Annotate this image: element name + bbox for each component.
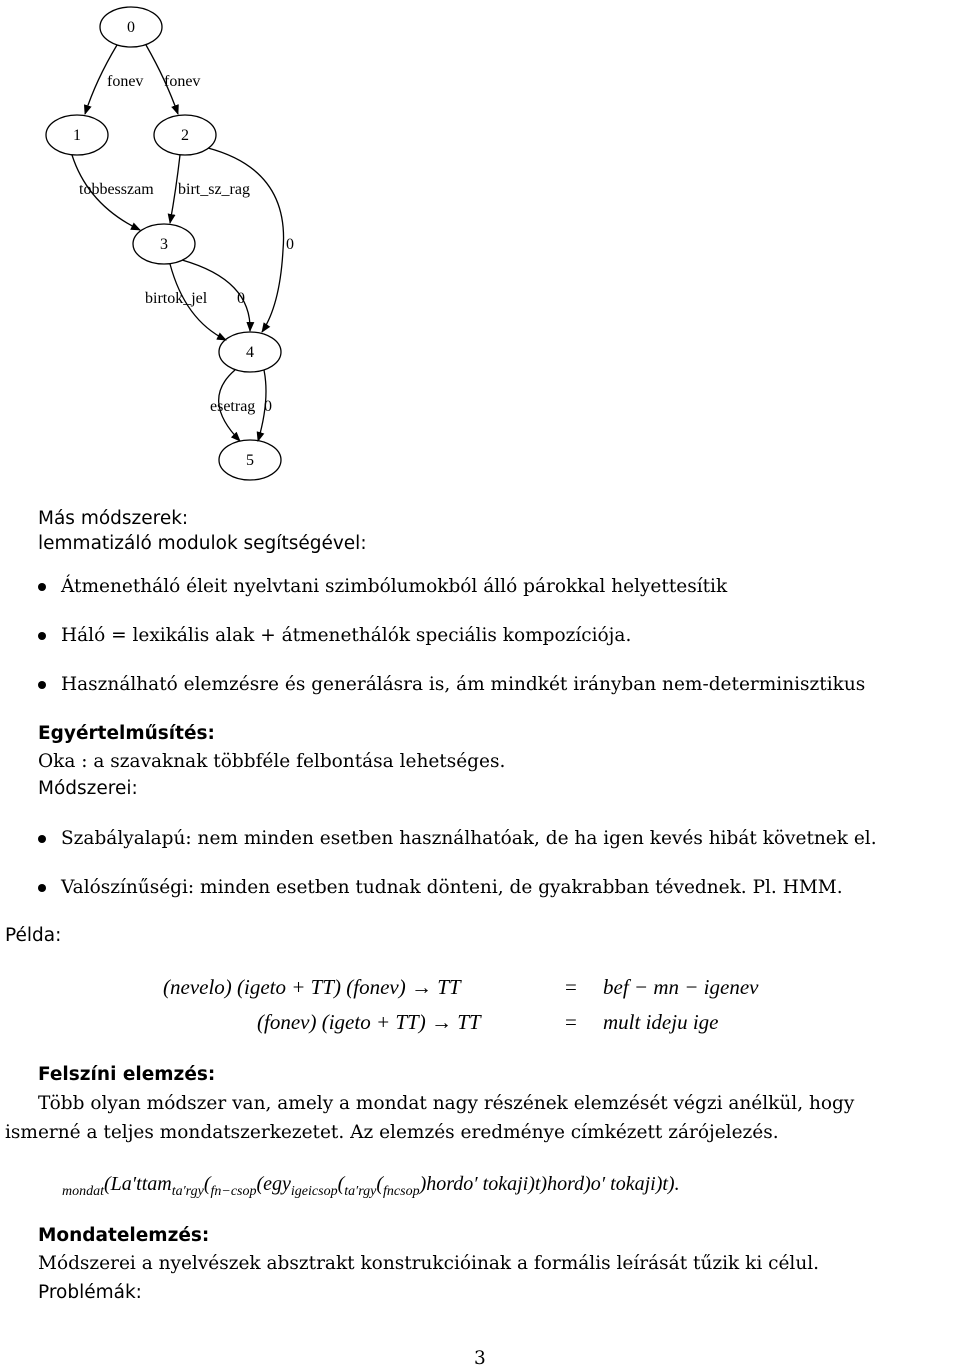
bracket-part: ( — [203, 1173, 211, 1195]
mas-modszerek-heading: Más módszerek: — [38, 508, 189, 529]
bracket-sub: ta′rgy — [171, 1184, 204, 1199]
graph-node-label: 3 — [160, 236, 168, 253]
pelda-label: Példa: — [5, 925, 62, 946]
graph-node-label: 0 — [127, 19, 135, 36]
problemak-label: Problémák: — [38, 1282, 142, 1303]
equation-2-equals: = — [565, 1010, 577, 1034]
bullet-item: Szabályalapú: nem minden esetben használhatóak, de ha igen kevés hibát követnek el. — [61, 828, 877, 849]
egyertelmusites-heading: Egyértelműsítés: — [38, 723, 215, 744]
graph-edge-label: 0 — [286, 236, 294, 253]
bullet-dot — [38, 835, 46, 843]
oka-text: Oka : a szavaknak többféle felbontása lehetséges. — [38, 751, 506, 772]
bracket-part: )hordo′ tokaji)t)hord)o′ tokaji)t). — [419, 1173, 680, 1195]
felszini-paragraph-line1: Több olyan módszer van, amely a mondat nagy részének elemzését végzi anélkül, hogy — [38, 1093, 855, 1114]
equation-1-equals: = — [565, 975, 577, 999]
bracket-sub: fncsop — [383, 1184, 420, 1199]
graph-node-label: 2 — [181, 127, 189, 144]
graph-node-label: 5 — [246, 452, 254, 469]
graph-edge-label: fonev — [164, 73, 201, 90]
equation-2-lhs: (fonev) (igeto + TT) → TT — [257, 1010, 481, 1034]
bullet-item: Használható elemzésre és generálásra is, ám mindkét irányban nem-determinisztikus — [61, 674, 866, 695]
bracketing-expression — [62, 1172, 680, 1204]
graph-edge-label: 0 — [237, 290, 245, 307]
bullet-dot — [38, 884, 46, 892]
lemmatizalo-text: lemmatizáló modulok segítségével: — [38, 533, 367, 554]
bracket-sub: fn−csop — [210, 1184, 257, 1199]
modszerei-label: Módszerei: — [38, 778, 138, 799]
bullet-dot — [38, 681, 46, 689]
bullet-item: Háló = lexikális alak + átmenethálók speciális kompozíciója. — [61, 625, 632, 646]
bracket-sub: ta′rgy — [344, 1184, 377, 1199]
equation-1-lhs: (nevelo) (igeto + TT) (fonev) → TT — [163, 975, 461, 999]
bracket-sub: mondat — [62, 1184, 104, 1199]
bracket-part: (egy — [256, 1173, 291, 1195]
graph-node-label: 4 — [246, 344, 254, 361]
bullet-item: Valószínűségi: minden esetben tudnak dönteni, de gyakrabban tévednek. Pl. HMM. — [61, 877, 843, 898]
felszini-paragraph-line2: ismerné a teljes mondatszerkezetet. Az elemzés eredménye címkézett zárójelezés. — [5, 1122, 779, 1143]
bracket-part: (La′ttam — [104, 1173, 172, 1195]
graph-edge-label: fonev — [107, 73, 144, 90]
bullet-dot — [38, 583, 46, 591]
page-number: 3 — [474, 1348, 486, 1369]
mondatelemzes-paragraph: Módszerei a nyelvészek absztrakt konstrukcióinak a formális leírását tűzik ki célul. — [38, 1253, 820, 1274]
graph-edge-label: 0 — [264, 398, 272, 415]
felszini-heading: Felszíni elemzés: — [38, 1064, 216, 1085]
bracket-part: ( — [376, 1173, 384, 1195]
graph-edge-label: birt_sz_rag — [178, 181, 250, 198]
mondatelemzes-heading: Mondatelemzés: — [38, 1225, 210, 1246]
graph-edge-label: tobbesszam — [79, 181, 154, 198]
graph-edge-label: esetrag — [210, 398, 256, 415]
state-graph — [0, 0, 960, 490]
bracket-sub: igeicsop — [290, 1184, 338, 1199]
bullet-dot — [38, 632, 46, 640]
equation-2-rhs: mult ideju ige — [603, 1010, 719, 1034]
graph-edge-label: birtok_jel — [145, 290, 208, 307]
graph-node-label: 1 — [73, 127, 81, 144]
bracket-part: ( — [337, 1173, 345, 1195]
equation-1-rhs: bef − mn − igenev — [603, 975, 759, 999]
bullet-item: Átmenetháló éleit nyelvtani szimbólumokból álló párokkal helyettesítik — [61, 576, 728, 597]
